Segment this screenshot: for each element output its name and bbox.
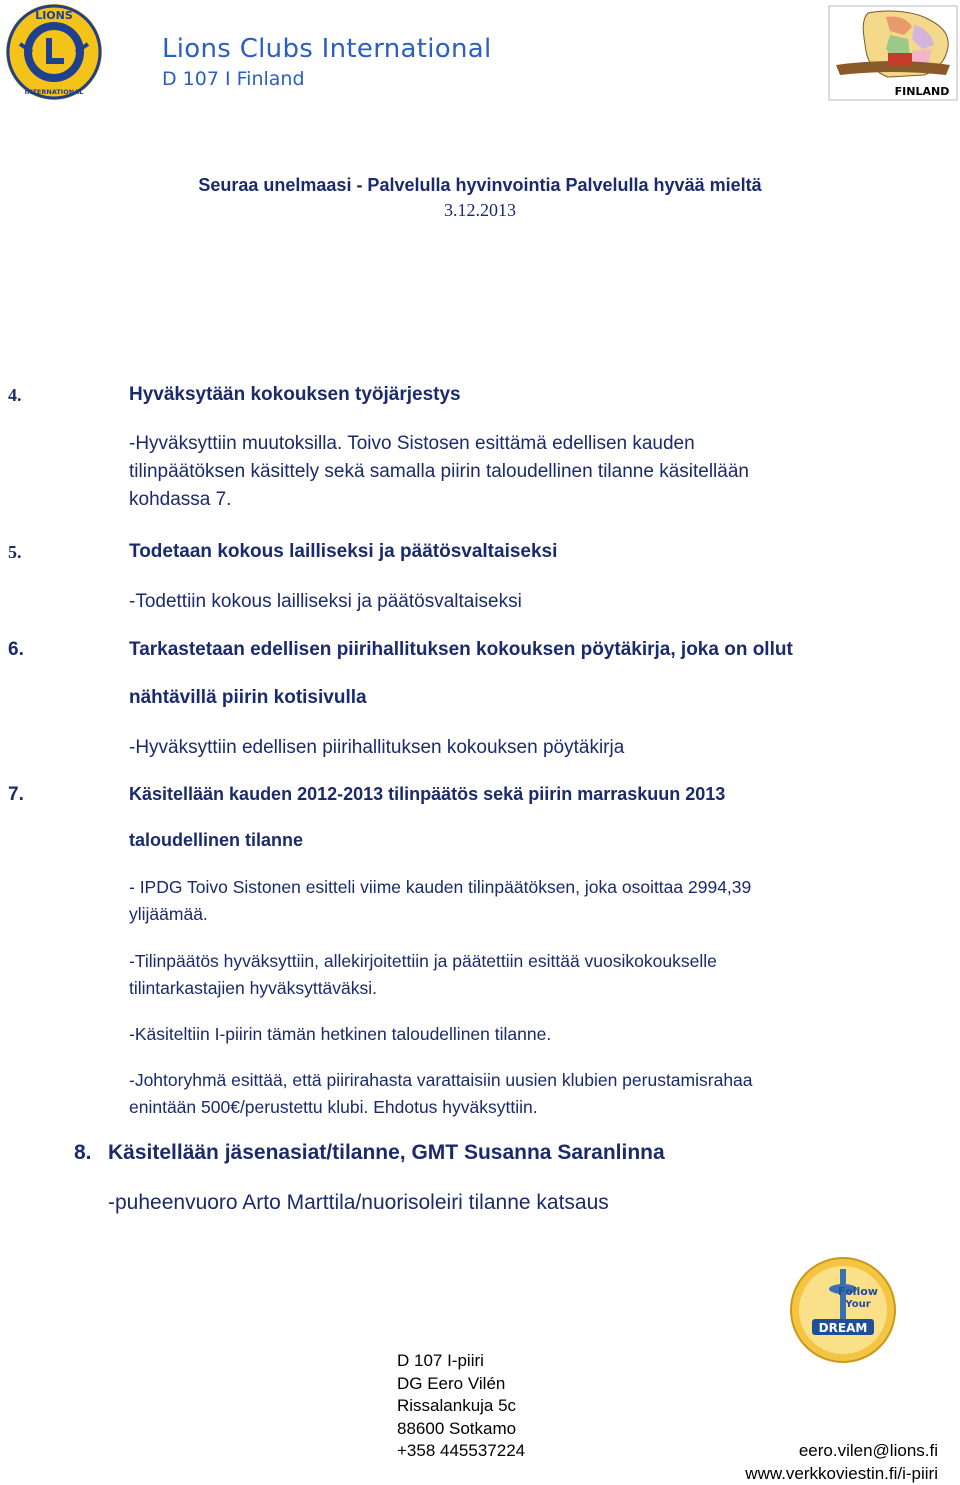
logo-bottom-text: INTERNATIONAL (25, 88, 84, 96)
item-4-heading: Hyväksytään kokouksen työjärjestys (129, 384, 461, 406)
lions-logo (4, 2, 104, 102)
badge-text-dream: DREAM (819, 1321, 868, 1335)
item-7-p4-line-a: -Johtoryhmä esittää, että piirirahasta varattaisiin uusien klubien perustamisrahaa (129, 1067, 753, 1094)
item-5-text: -Todettiin kokous lailliseksi ja päätösvaltaiseksi (129, 588, 522, 616)
follow-your-dream-badge (788, 1255, 898, 1365)
item-7-p1-line-b: ylijäämää. (129, 901, 771, 928)
badge-text-follow: Follow (838, 1285, 878, 1298)
item-4-line: kohdassa 7. (129, 486, 749, 514)
item-7-paragraph-3: -Käsiteltiin I-piirin tämän hetkinen taloudellinen tilanne. (129, 1021, 551, 1048)
euro-symbol (759, 874, 771, 901)
item-5-heading: Todetaan kokous lailliseksi ja päätösvaltaiseksi (129, 541, 557, 563)
item-6-heading-1: Tarkastetaan edellisen piirihallituksen kokouksen pöytäkirja, joka on ollut (129, 639, 793, 661)
footer-line: D 107 I-piiri (397, 1350, 525, 1373)
item-7-p2-line-b: tilintarkastajien hyväksyttäväksi. (129, 975, 717, 1002)
item-4-number: 4. (8, 385, 22, 406)
website-link[interactable]: www.verkkoviestin.fi/i-piiri (0, 1463, 938, 1485)
map-label: FINLAND (895, 85, 950, 98)
item-7-p2-line-a: -Tilinpäätös hyväksyttiin, allekirjoitettiin ja päätettiin esittää vuosikokoukselle (129, 948, 717, 975)
item-6-text: -Hyväksyttiin edellisen piirihallituksen kokouksen pöytäkirja (129, 734, 624, 762)
item-4-text (129, 430, 749, 514)
item-8-number: 8. (74, 1141, 92, 1165)
footer-line: Rissalankuja 5c (397, 1395, 525, 1418)
item-4-line: tilinpäätöksen käsittely sekä samalla piirin taloudellinen tilanne käsitellään (129, 458, 749, 486)
org-district: D 107 I Finland (162, 68, 305, 90)
item-7-paragraph-2 (129, 948, 717, 1002)
slogan: Seuraa unelmaasi - Palvelulla hyvinvointia Palvelulla hyvää mieltä (0, 175, 960, 196)
logo-top-text: LIONS (35, 9, 73, 22)
footer-line: DG Eero Vilén (397, 1373, 525, 1396)
badge-text-your: Your (844, 1299, 870, 1310)
item-7-number: 7. (8, 784, 24, 806)
meeting-date: 3.12.2013 (0, 200, 960, 221)
item-6-number: 6. (8, 639, 24, 661)
org-name: Lions Clubs International (162, 34, 492, 64)
item-7-paragraph-1 (129, 874, 771, 928)
item-6-heading-2: nähtävillä piirin kotisivulla (129, 687, 367, 709)
footer-links (0, 1440, 938, 1485)
footer-line: 88600 Sotkamo (397, 1418, 525, 1441)
item-7-paragraph-4 (129, 1067, 753, 1121)
item-7-p4-line-b: enintään 500€/perustettu klubi. Ehdotus hyväksyttiin. (129, 1094, 753, 1121)
footer-line: +358 445537224 (397, 1440, 525, 1463)
item-8-text: -puheenvuoro Arto Marttila/nuorisoleiri tilanne katsaus (108, 1191, 609, 1215)
email-link[interactable]: eero.vilen@lions.fi (0, 1440, 938, 1463)
item-7-p1-line-a: - IPDG Toivo Sistonen esitteli viime kauden tilinpäätöksen, joka osoittaa 2994,39 (129, 877, 756, 897)
item-8-heading: Käsitellään jäsenasiat/tilanne, GMT Susanna Saranlinna (108, 1141, 665, 1165)
finland-map-badge (828, 5, 958, 101)
item-5-number: 5. (8, 542, 22, 563)
item-7-heading-2: taloudellinen tilanne (129, 830, 303, 851)
item-7-heading-1: Käsitellään kauden 2012-2013 tilinpäätös sekä piirin marraskuun 2013 (129, 784, 725, 805)
item-4-line: -Hyväksyttiin muutoksilla. Toivo Sistosen esittämä edellisen kauden (129, 430, 749, 458)
